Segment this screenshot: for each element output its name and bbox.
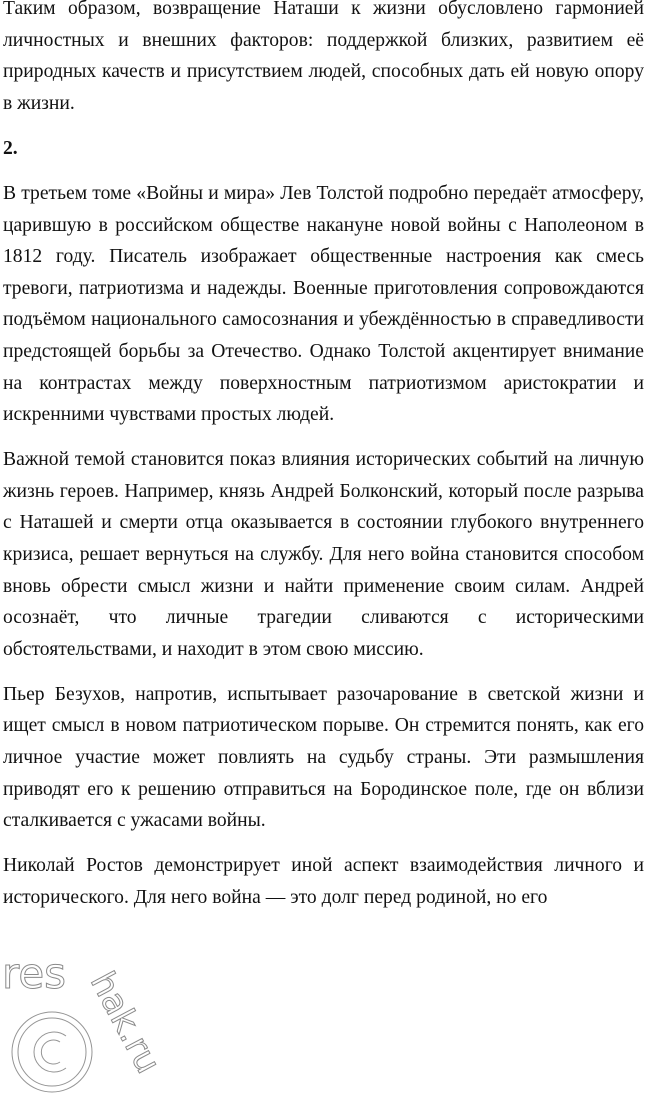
paragraph-nikolai: Николай Ростов демонстрирует иной аспект взаимодействия личного и исторического. Для него война — это долг перед родиной, но его	[3, 855, 644, 908]
paragraph-atmosphere: В третьем томе «Войны и мира» Лев Толстой подробно передаёт атмосферу, царившую в российском обществе накануне новой войны с Наполеоном в 1812 году. Писатель изображает общественные настроения как смесь тревоги, патриотизма и надежды. Военные приготовления сопровождаются подъёмом национального самосознания и убеждённостью в справедливости предстоящей борьбы за Отечество. Однако Толстой акцентирует внимание на контрастах между поверхностным патриотизмом аристократии и искренними чувствами простых людей.	[3, 182, 644, 426]
section-number-heading: 2.	[3, 137, 18, 159]
watermark	[0, 960, 194, 1100]
svg-text:hak.ru: hak.ru	[82, 965, 169, 1080]
watermark-text: res	[2, 960, 67, 998]
paragraph-conclusion: Таким образом, возвращение Наташи к жизни обусловлено гармонией личностных и внешних факторов: поддержкой близких, развитием её природных качеств и присутствием людей, способных дать ей новую опору в жизни.	[3, 0, 644, 114]
paragraph-andrei: Важной темой становится показ влияния исторических событий на личную жизнь героев. Например, князь Андрей Болконский, который после разрыва с Наташей и смерти отца оказывается в состоянии глубокого внутреннего кризиса, решает вернуться на службу. Для него война становится способом вновь обрести смысл жизни и найти применение своим силам. Андрей осознаёт, что личные трагедии сливаются с историческими обстоятельствами, и находит в этом свою миссию.	[3, 449, 644, 660]
document-page	[3, 0, 644, 927]
watermark-logo-icon	[0, 960, 194, 1100]
paragraph-pierre: Пьер Безухов, напротив, испытывает разочарование в светской жизни и ищет смысл в новом патриотическом порыве. Он стремится понять, как его личное участие может повлиять на судьбу страны. Эти размышления приводят его к решению отправиться на Бородинское поле, где он вблизи сталкивается с ужасами войны.	[3, 683, 644, 832]
